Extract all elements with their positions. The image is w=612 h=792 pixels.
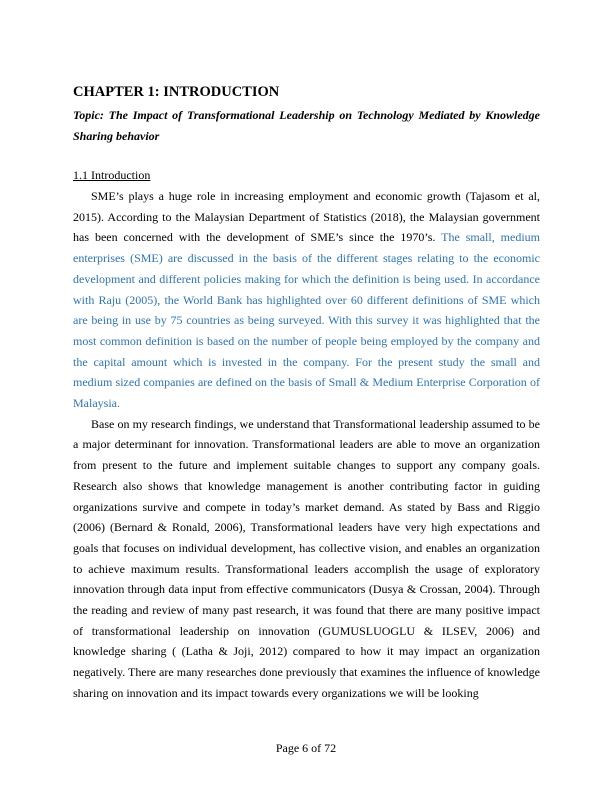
paragraph-1-text: SME’s plays a huge role in increasing employment and economic growth (Tajasom et al, 2015). According to the Malaysian Department of Statistics (2018), the Malaysian government has been concerned with the development of SME’s since the 1970’s. [73,189,540,245]
page-content [73,82,540,704]
page-number-footer: Page 6 of 72 [275,741,337,755]
chapter-title: CHAPTER 1: INTRODUCTION [73,84,280,100]
section-heading: 1.1 Introduction [73,168,151,182]
paragraph-2: Base on my research findings, we understand that Transformational leadership assumed to be a major determinant for innovation. Transformational leaders are able to move an organization from present to the future and implement suitable changes to support any company goals. Research also shows that knowledge management is another contributing factor in guiding organizations survive and compete in today’s market demand. As stated by Bass and Riggio (2006) (Bernard & Ronald, 2006), Transformational leaders have very high expectations and goals that focuses on individual development, has collective vision, and enables an organization to achieve maximum results. Transformational leaders accomplish the usage of exploratory innovation through data input from effective communicators (Dusya & Crossan, 2004). Through the reading and review of many past research, it was found that there are many positive impact of transformational leadership on innovation (GUMUSLUOGLU & ILSEV, 2006) and knowledge sharing ( (Latha & Joji, 2012) compared to how it may impact an organization negatively. There are many researches done previously that examines the influence of knowledge sharing on innovation and its impact towards every organizations we will be looking [73,416,540,700]
paragraph-1 [73,186,540,414]
chapter-topic: Topic: The Impact of Transformational Leadership on Technology Mediated by Knowledge Sharing behavior [73,108,540,143]
paragraph-1-highlighted-text: The small, medium enterprises (SME) are discussed in the basis of the different stages relating to the economic development and different policies making for which the definition is being used. In accordance with Raju (2005), the World Bank has highlighted over 60 different definitions of SME which are being in use by 75 countries as being surveyed. With this survey it was highlighted that the most common definition is based on the number of people being employed by the company and the capital amount which is invested in the company. For the present study the small and medium sized companies are defined on the basis of Small & Medium Enterprise Corporation of Malaysia. [73,230,541,411]
